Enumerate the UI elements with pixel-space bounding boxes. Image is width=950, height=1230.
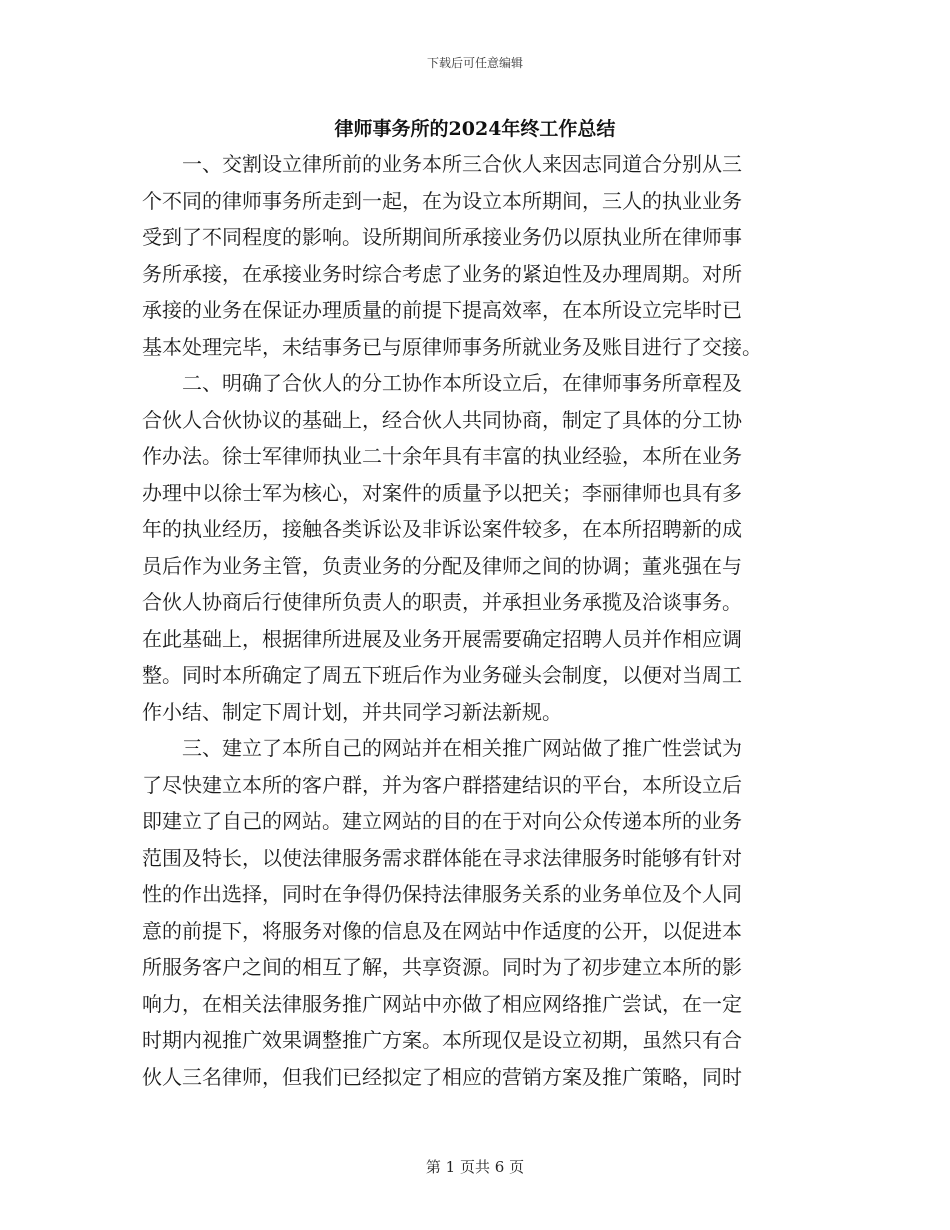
document-body [142, 146, 812, 1095]
paragraph-1-line-6: 基本处理完毕，未结事务已与原律师事务所就业务及账目进行了交接。 [142, 334, 762, 359]
paragraph-2-line-3: 作办法。徐士军律师执业二十余年具有丰富的执业经验，本所在业务 [142, 444, 742, 468]
paragraph-3-line-9: 时期内视推广效果调整推广方案。本所现仅是设立初期，虽然只有合 [142, 1028, 742, 1052]
paragraph-2-line-10: 作小结、制定下周计划，并共同学习新法新规。 [142, 699, 562, 724]
paragraph-1-line-4: 务所承接，在承接业务时综合考虑了业务的紧迫性及办理周期。对所 [142, 261, 742, 286]
paragraph-1-line-2: 个不同的律师事务所走到一起，在为设立本所期间，三人的执业业务 [142, 188, 742, 213]
paragraph-2-line-6: 员后作为业务主管，负责业务的分配及律师之间的协调；董兆强在与 [142, 553, 742, 578]
paragraph-2-line-4: 办理中以徐士军为核心，对案件的质量予以把关；李丽律师也具有多 [142, 480, 742, 505]
paragraph-3-line-3: 即建立了自己的网站。建立网站的目的在于对向公众传递本所的业务 [142, 809, 742, 833]
page-number: 第 1 页共 6 页 [425, 1158, 525, 1176]
paragraph-3-line-10: 伙人三名律师，但我们已经拟定了相应的营销方案及推广策略，同时 [142, 1064, 742, 1089]
paragraph-2-line-1: 二、明确了合伙人的分工协作本所设立后，在律师事务所章程及 [182, 371, 742, 395]
header-note: 下载后可任意编辑 [426, 56, 523, 70]
paragraph-3-line-6: 意的前提下，将服务对像的信息及在网站中作适度的公开，以促进本 [142, 918, 742, 943]
paragraph-3-line-2: 了尽快建立本所的客户群，并为客户群搭建结识的平台，本所设立后 [142, 772, 742, 797]
paragraph-2-line-2: 合伙人合伙协议的基础上，经合伙人共同协商，制定了具体的分工协 [142, 407, 742, 432]
paragraph-3-line-7: 所服务客户之间的相互了解，共享资源。同时为了初步建立本所的影 [142, 955, 742, 979]
paragraph-2-line-8: 在此基础上，根据律所进展及业务开展需要确定招聘人员并作相应调 [142, 626, 742, 651]
paragraph-1-line-3: 受到了不同程度的影响。设所期间所承接业务仍以原执业所在律师事 [142, 225, 742, 249]
document-title: 律师事务所的2024年终工作总结 [334, 118, 616, 140]
paragraph-1-line-5: 承接的业务在保证办理质量的前提下提高效率，在本所设立完毕时已 [142, 298, 742, 322]
paragraph-3-line-4: 范围及特长，以使法律服务需求群体能在寻求法律服务时能够有针对 [142, 845, 742, 870]
paragraph-3-line-8: 响力，在相关法律服务推广网站中亦做了相应网络推广尝试，在一定 [142, 991, 742, 1016]
paragraph-2-line-7: 合伙人协商后行使律所负责人的职责，并承担业务承揽及洽谈事务。 [142, 590, 742, 614]
paragraph-2-line-9: 整。同时本所确定了周五下班后作为业务碰头会制度，以便对当周工 [142, 663, 742, 687]
paragraph-1-line-1: 一、交割设立律所前的业务本所三合伙人来因志同道合分别从三 [182, 152, 742, 176]
paragraph-3-line-5: 性的作出选择，同时在争得仍保持法律服务关系的业务单位及个人同 [142, 882, 742, 906]
paragraph-3-line-1: 三、建立了本所自己的网站并在相关推广网站做了推广性尝试为 [182, 736, 742, 760]
paragraph-2-line-5: 年的执业经历，接触各类诉讼及非诉讼案件较多，在本所招聘新的成 [142, 517, 742, 541]
